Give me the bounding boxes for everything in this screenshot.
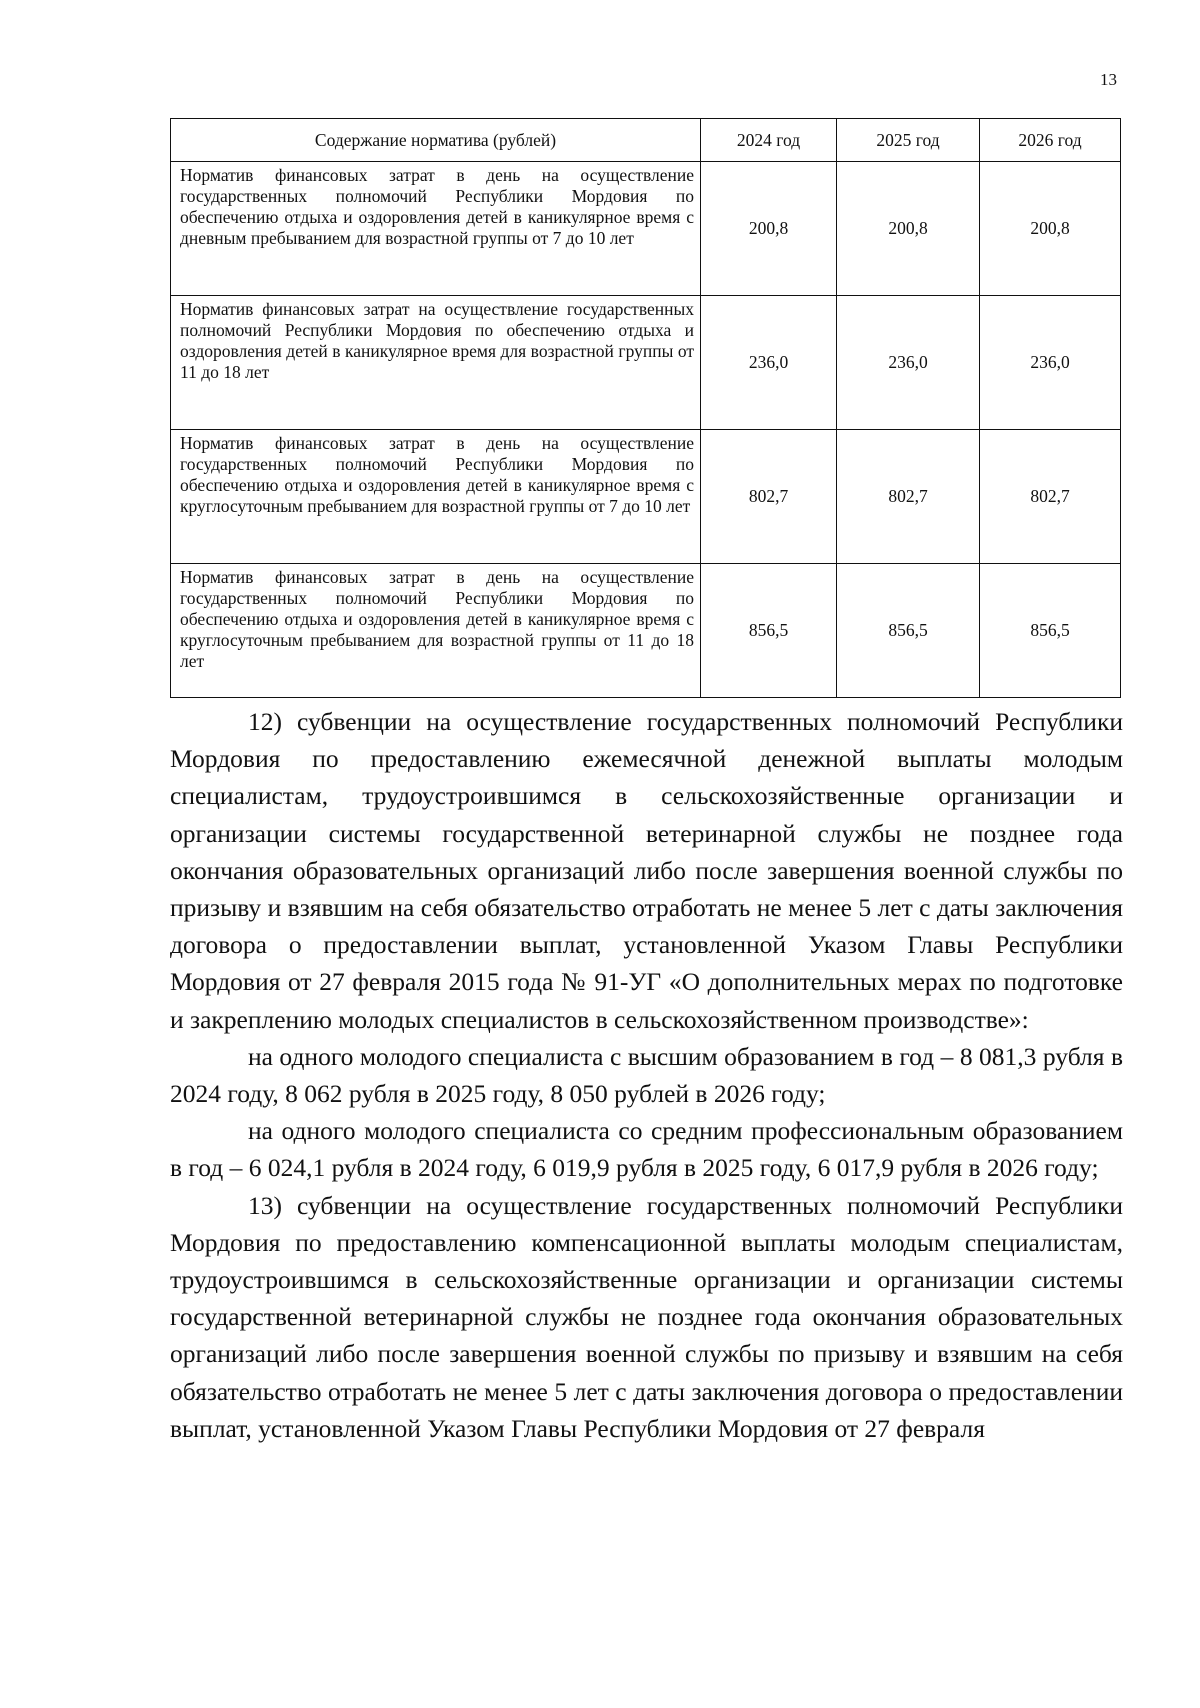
row-value-2024: 200,8 — [701, 162, 837, 296]
table-row — [171, 296, 1121, 430]
row-description: Норматив финансовых затрат в день на осуществление государственных полномочий Республики Мордовия по обеспечению отдыха и оздоровления детей в каникулярное время с круглосуточным пребыванием для возрастной группы от 11 до 18 лет — [171, 564, 701, 698]
row-value-2026: 802,7 — [980, 430, 1121, 564]
table-row — [171, 564, 1121, 698]
row-value-2025: 200,8 — [837, 162, 980, 296]
paragraph-13-subvention: 13) субвенции на осуществление государственных полномочий Республики Мордовия по предоставлению компенсационной выплаты молодым специалистам, трудоустроившимся в сельскохозяйственные организации и организации системы государственной ветеринарной службы не позднее года окончания образовательных организаций либо после завершения военной службы по призыву и взявшим на себя обязательство отработать не менее 5 лет с даты заключения договора о предоставлении выплат, установленной Указом Главы Республики Мордовия от 27 февраля — [170, 1190, 1123, 1443]
row-value-2026: 856,5 — [980, 564, 1121, 698]
paragraph-higher-education-rate: на одного молодого специалиста с высшим образованием в год – 8 081,3 рубля в 2024 году, 8 062 рубля в 2025 году, 8 050 рублей в 2026 году; — [170, 1041, 1123, 1109]
row-value-2026: 200,8 — [980, 162, 1121, 296]
row-description: Норматив финансовых затрат в день на осуществление государственных полномочий Республики Мордовия по обеспечению отдыха и оздоровления детей в каникулярное время с дневным пребыванием для возрастной группы от 7 до 10 лет — [171, 162, 701, 296]
row-value-2024: 856,5 — [701, 564, 837, 698]
page-number: 13 — [1100, 70, 1117, 89]
row-value-2026: 236,0 — [980, 296, 1121, 430]
row-value-2024: 802,7 — [701, 430, 837, 564]
header-description: Содержание норматива (рублей) — [171, 119, 701, 162]
row-value-2024: 236,0 — [701, 296, 837, 430]
paragraph-vocational-education-rate: на одного молодого специалиста со средним профессиональным образованием в год – 6 024,1 рубля в 2024 году, 6 019,9 рубля в 2025 году, 6 017,9 рубля в 2026 году; — [170, 1116, 1123, 1183]
body-text — [170, 703, 1123, 1447]
norms-table — [170, 118, 1121, 698]
header-2026: 2026 год — [980, 119, 1121, 162]
paragraph-12-subvention: 12) субвенции на осуществление государственных полномочий Республики Мордовия по предоставлению ежемесячной денежной выплаты молодым специалистам, трудоустроившимся в сельскохозяйственные организации и организации системы государственной ветеринарной службы не позднее года окончания образовательных организаций либо после завершения военной службы по призыву и взявшим на себя обязательство отработать не менее 5 лет с даты заключения договора о предоставлении выплат, установленной Указом Главы Республики Мордовия от 27 февраля 2015 года № 91-УГ «О дополнительных мерах по подготовке и закреплению молодых специалистов в сельскохозяйственном производстве»: — [170, 707, 1123, 1034]
header-2025: 2025 год — [837, 119, 980, 162]
row-value-2025: 236,0 — [837, 296, 980, 430]
table-row — [171, 162, 1121, 296]
row-value-2025: 856,5 — [837, 564, 980, 698]
row-description: Норматив финансовых затрат на осуществление государственных полномочий Республики Мордовия по обеспечению отдыха и оздоровления детей в каникулярное время для возрастной группы от 11 до 18 лет — [171, 296, 701, 430]
table-row — [171, 430, 1121, 564]
row-value-2025: 802,7 — [837, 430, 980, 564]
header-2024: 2024 год — [701, 119, 837, 162]
table-header-row — [171, 119, 1121, 162]
row-description: Норматив финансовых затрат в день на осуществление государственных полномочий Республики Мордовия по обеспечению отдыха и оздоровления детей в каникулярное время с круглосуточным пребыванием для возрастной группы от 7 до 10 лет — [171, 430, 701, 564]
